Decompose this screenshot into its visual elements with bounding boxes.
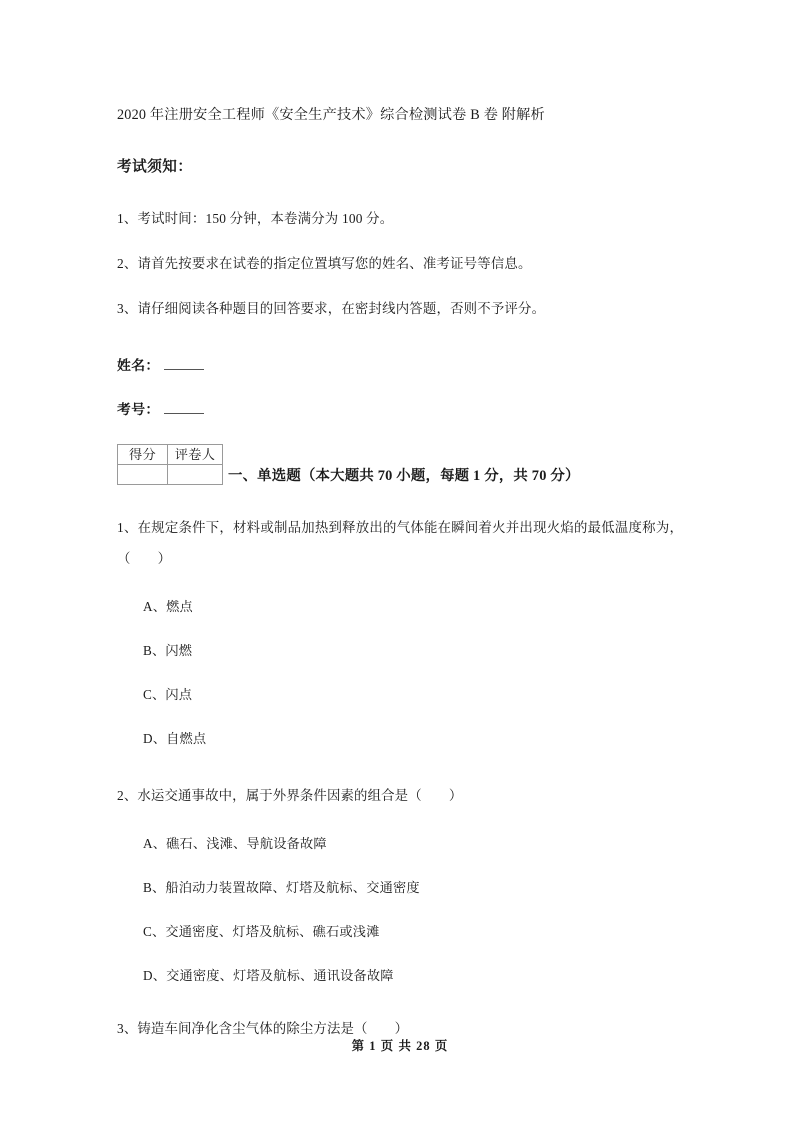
question-1-option-a[interactable]: A、燃点 — [143, 599, 193, 614]
score-table-value-row — [118, 465, 223, 485]
question-2-option-a[interactable]: A、礁石、浅滩、导航设备故障 — [143, 836, 327, 851]
question-2-option-d[interactable]: D、交通密度、灯塔及航标、通讯设备故障 — [143, 968, 394, 983]
score-table-header-score: 得分 — [118, 445, 168, 465]
exam-number-field-row — [117, 400, 683, 420]
page-footer: 第 1 页 共 28 页 — [351, 1039, 449, 1053]
question-1 — [117, 512, 683, 750]
question-1-options — [117, 596, 683, 750]
name-field-row — [117, 356, 683, 376]
exam-number-input-blank[interactable] — [164, 401, 204, 414]
question-2 — [117, 780, 683, 987]
question-2-text: 2、水运交通事故中，属于外界条件因素的组合是（ ） — [117, 788, 463, 803]
score-table — [117, 444, 223, 485]
notice-heading: 考试须知： — [117, 159, 193, 175]
exam-number-field-label: 考号： — [117, 402, 160, 417]
question-2-options — [117, 833, 683, 987]
question-1-option-b[interactable]: B、闪燃 — [143, 643, 193, 658]
name-field-label: 姓名： — [117, 358, 160, 373]
page-title: 2020 年注册安全工程师《安全生产技术》综合检测试卷 B 卷 附解析 — [117, 107, 545, 123]
document-body — [117, 104, 683, 1060]
section-header-block — [117, 444, 683, 490]
section-title: 一、单选题（本大题共 70 小题，每题 1 分，共 70 分） — [228, 468, 580, 484]
question-3-text: 3、铸造车间净化含尘气体的除尘方法是（ ） — [117, 1021, 409, 1036]
question-1-option-d[interactable]: D、自燃点 — [143, 731, 207, 746]
score-table-header-row — [118, 445, 223, 465]
score-table-header-grader: 评卷人 — [168, 445, 223, 465]
question-1-text: 1、在规定条件下，材料或制品加热到释放出的气体能在瞬间着火并出现火焰的最低温度称为，（ ） — [117, 520, 683, 566]
score-table-value-score[interactable] — [118, 465, 168, 485]
question-2-option-b[interactable]: B、船泊动力装置故障、灯塔及航标、交通密度 — [143, 880, 420, 895]
notice-item-1: 1、考试时间：150 分钟，本卷满分为 100 分。 — [117, 211, 394, 226]
question-2-option-c[interactable]: C、交通密度、灯塔及航标、礁石或浅滩 — [143, 924, 380, 939]
question-1-option-c[interactable]: C、闪点 — [143, 687, 193, 702]
notice-item-3: 3、请仔细阅读各种题目的回答要求，在密封线内答题，否则不予评分。 — [117, 301, 546, 316]
name-input-blank[interactable] — [164, 357, 204, 370]
score-table-value-grader[interactable] — [168, 465, 223, 485]
notice-item-2: 2、请首先按要求在试卷的指定位置填写您的姓名、准考证号等信息。 — [117, 256, 532, 271]
